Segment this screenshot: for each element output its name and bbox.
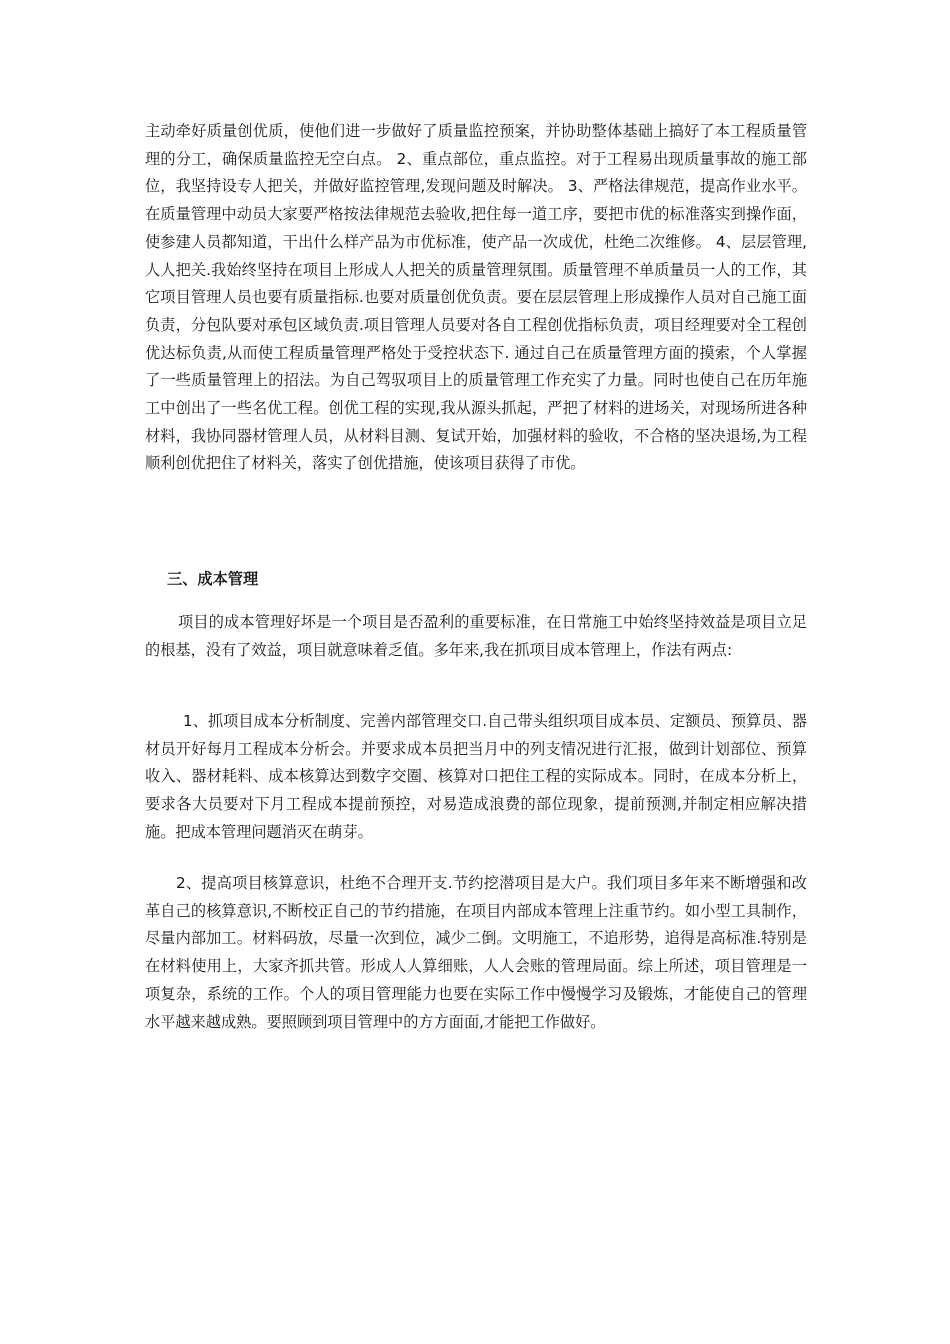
paragraph-cost-point-2 — [145, 870, 807, 1036]
paragraph-text: 1、抓项目成本分析制度、完善内部管理交口.自己带头组织项目成本员、定额员、预算员、器材员开好每月工程成本分析会。并要求成本员把当月中的列支情况进行汇报，做到计划部位、预算收入、器材耗料、成本核算达到数字交圈、核算对口把住工程的实际成本。同时，在成本分析上，要求各大员要对下月工程成本提前预控，对易造成浪费的部位现象，提前预测,并制定相应解决措施。把成本管理问题消灭在萌芽。 — [145, 712, 807, 841]
paragraph-cost-intro — [145, 609, 807, 664]
paragraph-text: 2、提高项目核算意识，杜绝不合理开支.节约挖潜项目是大户。我们项目多年来不断增强和改革自己的核算意识,不断校正自己的节约措施，在项目内部成本管理上注重节约。如小型工具制作，尽量内部加工。材料码放，尽量一次到位，减少二倒。文明施工，不追形势，追得是高标准.特别是在材料使用上，大家齐抓共管。形成人人算细账，人人会账的管理局面。综上所述，项目管理是一项复杂，系统的工作。个人的项目管理能力也要在实际工作中慢慢学习及锻炼，才能使自己的管理水平越来越成熟。要照顾到项目管理中的方方面面,才能把工作做好。 — [145, 874, 807, 1031]
paragraph-text: 项目的成本管理好坏是一个项目是否盈利的重要标准，在日常施工中始终坚持效益是项目立足的根基，没有了效益，项目就意味着乏值。多年来,我在抓项目成本管理上，作法有两点: — [145, 613, 807, 659]
paragraph-quality-management-continued — [145, 118, 807, 478]
paragraph-cost-point-1 — [145, 708, 807, 847]
paragraph-text: 主动牵好质量创优质，使他们进一步做好了质量监控预案，并协助整体基础上搞好了本工程质量管理的分工，确保质量监控无空白点。 2、重点部位，重点监控。对于工程易出现质量事故的施工部位，我坚持设专人把关，并做好监控管理,发现问题及时解决。 3、严格法律规范，提高作业水平。在质量管理中动员大家要严格按法律规范去验收,把住每一道工序，要把市优的标准落实到操作面，使参建人员都知道，干出什么样产品为市优标准，使产品一次成优，杜绝二次维修。 4、层层管理,人人把关.我始终坚持在项目上形成人人把关的质量管理氛围。质量管理不单质量员一人的工作，其它项目管理人员也要有质量指标.也要对质量创优负责。要在层层管理上形成操作人员对自己施工面负责，分包队要对承包区域负责.项目管理人员要对各自工程创优指标负责，项目经理要对全工程创优达标负责,从而使工程质量管理严格处于受控状态下. 通过自己在质量管理方面的摸索，个人掌握了一些质量管理上的招法。为自己驾驭项目上的质量管理工作充实了力量。同时也使自己在历年施工中创出了一些名优工程。创优工程的实现,我从源头抓起，严把了材料的进场关，对现场所进各种材料，我协同器材管理人员，从材料目测、复试开始，加强材料的验收，不合格的坚决退场,为工程顺利创优把住了材料关，落实了创优措施，使该项目获得了市优。 — [145, 122, 807, 473]
section-heading-cost-management: 三、成本管理 — [167, 570, 259, 588]
